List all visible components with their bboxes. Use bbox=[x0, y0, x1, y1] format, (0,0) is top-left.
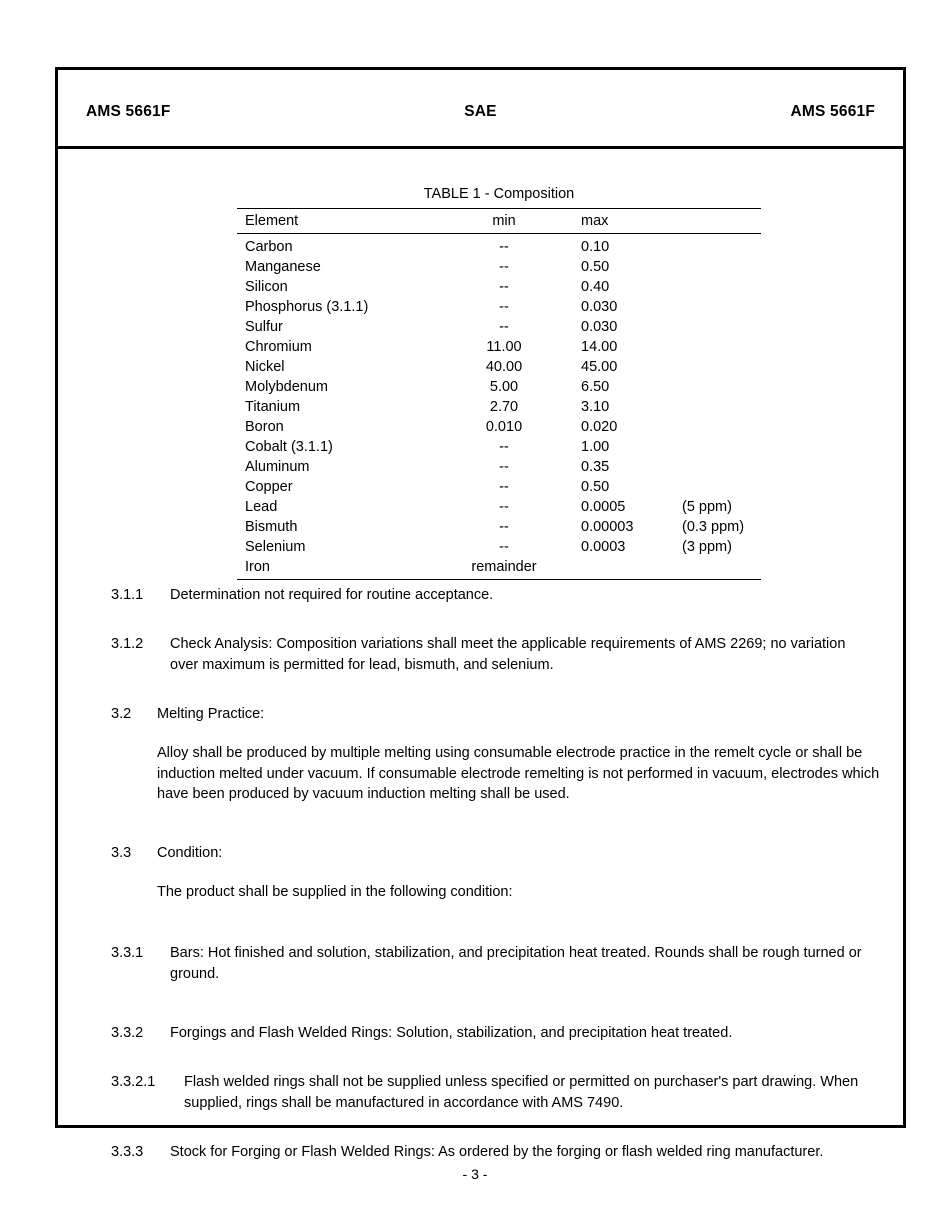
cell-max: 0.020 bbox=[581, 419, 618, 435]
table-row bbox=[237, 277, 761, 297]
cell-note bbox=[669, 417, 761, 437]
header-organization: SAE bbox=[464, 103, 497, 120]
cell-element: Titanium bbox=[245, 399, 301, 415]
clause-3-3-2-1 bbox=[111, 1072, 881, 1113]
clause-3-3-3 bbox=[111, 1142, 861, 1163]
cell-max bbox=[559, 557, 669, 580]
cell-min: -- bbox=[499, 459, 509, 475]
table-row bbox=[237, 317, 761, 337]
cell-element: Selenium bbox=[245, 539, 306, 555]
cell-element: Chromium bbox=[245, 339, 312, 355]
cell-note bbox=[669, 437, 761, 457]
clause-text: Determination not required for routine acceptance. bbox=[170, 587, 494, 603]
cell-element: Nickel bbox=[245, 359, 285, 375]
cell-element: Sulfur bbox=[245, 319, 283, 335]
cell-note bbox=[669, 457, 761, 477]
cell-max: 0.40 bbox=[581, 279, 610, 295]
cell-min: -- bbox=[499, 259, 509, 275]
cell-max: 0.00003 bbox=[581, 519, 634, 535]
cell-max: 0.50 bbox=[581, 479, 610, 495]
cell-min: 0.010 bbox=[485, 419, 523, 435]
column-header-note bbox=[669, 209, 761, 234]
table-row bbox=[237, 557, 761, 580]
cell-max: 0.030 bbox=[581, 319, 618, 335]
table-header bbox=[237, 209, 761, 234]
cell-element: Cobalt (3.1.1) bbox=[245, 439, 333, 455]
clause-3-3 bbox=[111, 843, 876, 864]
cell-element: Manganese bbox=[245, 259, 321, 275]
clause-3-3-1 bbox=[111, 943, 881, 984]
clause-number: 3.1.1 bbox=[111, 587, 144, 603]
table-row bbox=[237, 517, 761, 537]
table-header-row bbox=[237, 209, 761, 234]
cell-max: 3.10 bbox=[581, 399, 610, 415]
cell-note bbox=[669, 557, 761, 580]
cell-min: 40.00 bbox=[485, 359, 523, 375]
cell-max: 1.00 bbox=[581, 439, 610, 455]
cell-element: Molybdenum bbox=[245, 379, 329, 395]
clause-text: Flash welded rings shall not be supplied unless specified or permitted on purchaser's part drawing. When supplied, rings shall be manufactured in accordance with AMS 7490. bbox=[184, 1074, 859, 1111]
table-row bbox=[237, 417, 761, 437]
cell-note bbox=[669, 277, 761, 297]
header-spec-number-left: AMS 5661F bbox=[86, 103, 171, 120]
cell-max: 14.00 bbox=[581, 339, 618, 355]
cell-element: Bismuth bbox=[245, 519, 298, 535]
clause-number: 3.3.1 bbox=[111, 945, 144, 961]
cell-max: 0.50 bbox=[581, 259, 610, 275]
cell-note bbox=[669, 234, 761, 258]
table-row bbox=[237, 457, 761, 477]
column-header-max: max bbox=[559, 209, 669, 234]
table-row bbox=[237, 257, 761, 277]
cell-note bbox=[669, 477, 761, 497]
cell-element: Iron bbox=[237, 557, 449, 580]
table-row bbox=[237, 377, 761, 397]
cell-max: 45.00 bbox=[581, 359, 618, 375]
cell-note bbox=[669, 297, 761, 317]
clause-text: Forgings and Flash Welded Rings: Solution, stabilization, and precipitation heat treated. bbox=[170, 1025, 733, 1041]
table-row bbox=[237, 397, 761, 417]
page-number-footer: - 3 - bbox=[462, 1166, 488, 1182]
table-row bbox=[237, 437, 761, 457]
table-row bbox=[237, 497, 761, 517]
cell-min: -- bbox=[499, 439, 509, 455]
cell-element: Lead bbox=[245, 499, 278, 515]
cell-element: Boron bbox=[245, 419, 284, 435]
cell-min: -- bbox=[499, 279, 509, 295]
cell-max: 0.0005 bbox=[581, 499, 626, 515]
cell-max: 0.35 bbox=[581, 459, 610, 475]
clause-3-1-2 bbox=[111, 634, 876, 675]
cell-min: -- bbox=[499, 499, 509, 515]
document-content bbox=[58, 149, 903, 1160]
running-header bbox=[58, 70, 903, 149]
table-row bbox=[237, 477, 761, 497]
cell-min: -- bbox=[499, 539, 509, 555]
cell-min: -- bbox=[499, 479, 509, 495]
clause-text: Stock for Forging or Flash Welded Rings: As ordered by the forging or flash welded ring manufacturer. bbox=[170, 1144, 824, 1160]
table-row bbox=[237, 297, 761, 317]
cell-element: Carbon bbox=[245, 239, 293, 255]
clause-3-3-2 bbox=[111, 1023, 876, 1044]
cell-element: Phosphorus (3.1.1) bbox=[245, 299, 369, 315]
clause-number: 3.3.2 bbox=[111, 1025, 144, 1041]
clause-3-2 bbox=[111, 704, 876, 725]
running-header-row bbox=[58, 103, 903, 125]
table-row bbox=[237, 337, 761, 357]
cell-note bbox=[669, 257, 761, 277]
clause-3-1-1 bbox=[111, 585, 876, 606]
cell-min: -- bbox=[499, 319, 509, 335]
table-row bbox=[237, 357, 761, 377]
clause-number: 3.3.2.1 bbox=[111, 1074, 156, 1090]
cell-min: 11.00 bbox=[486, 339, 522, 355]
cell-note: (5 ppm) bbox=[682, 499, 732, 515]
cell-element: Silicon bbox=[245, 279, 288, 295]
clause-number: 3.3 bbox=[111, 845, 132, 861]
cell-note: (0.3 ppm) bbox=[682, 519, 745, 535]
cell-note bbox=[669, 337, 761, 357]
clause-3-3-paragraph: The product shall be supplied in the following condition: bbox=[157, 884, 513, 900]
composition-table-block bbox=[237, 186, 761, 580]
table-row bbox=[237, 234, 761, 258]
cell-note bbox=[669, 317, 761, 337]
clause-number: 3.2 bbox=[111, 706, 132, 722]
clause-3-2-paragraph: Alloy shall be produced by multiple melting using consumable electrode practice in the remelt cycle or shall be induction melted under vacuum. If consumable electrode remelting is not performed in vacuum, electrodes which have been produced by vacuum induction melting shall be used. bbox=[157, 745, 880, 802]
table-caption: TABLE 1 - Composition bbox=[423, 186, 575, 202]
clause-text: Condition: bbox=[157, 845, 223, 861]
header-spec-number-right: AMS 5661F bbox=[790, 103, 875, 120]
clause-number: 3.1.2 bbox=[111, 636, 144, 652]
clause-text: Melting Practice: bbox=[157, 706, 265, 722]
cell-min: remainder bbox=[449, 557, 559, 580]
cell-note bbox=[669, 397, 761, 417]
table-body bbox=[237, 234, 761, 580]
cell-max: 6.50 bbox=[581, 379, 610, 395]
cell-max: 0.030 bbox=[581, 299, 618, 315]
cell-note: (3 ppm) bbox=[682, 539, 732, 555]
cell-max: 0.0003 bbox=[581, 539, 626, 555]
cell-note bbox=[669, 357, 761, 377]
cell-note bbox=[669, 377, 761, 397]
table-row bbox=[237, 537, 761, 557]
cell-min: 2.70 bbox=[489, 399, 519, 415]
column-header-min: min bbox=[449, 209, 559, 234]
composition-table bbox=[237, 208, 761, 580]
cell-min: -- bbox=[499, 299, 509, 315]
clause-number: 3.3.3 bbox=[111, 1144, 144, 1160]
clause-text: Bars: Hot finished and solution, stabilization, and precipitation heat treated. Rounds shall be rough turned or ground. bbox=[170, 945, 862, 982]
cell-max: 0.10 bbox=[581, 239, 610, 255]
cell-min: -- bbox=[499, 239, 509, 255]
document-frame bbox=[55, 67, 906, 1160]
cell-min: -- bbox=[499, 519, 509, 535]
column-header-element: Element bbox=[237, 209, 449, 234]
cell-element: Copper bbox=[245, 479, 293, 495]
cell-min: 5.00 bbox=[489, 379, 519, 395]
cell-element: Aluminum bbox=[245, 459, 310, 475]
clause-text: Check Analysis: Composition variations shall meet the applicable requirements of AMS 2269; no variation over maximum is permitted for lead, bismuth, and selenium. bbox=[170, 636, 846, 673]
